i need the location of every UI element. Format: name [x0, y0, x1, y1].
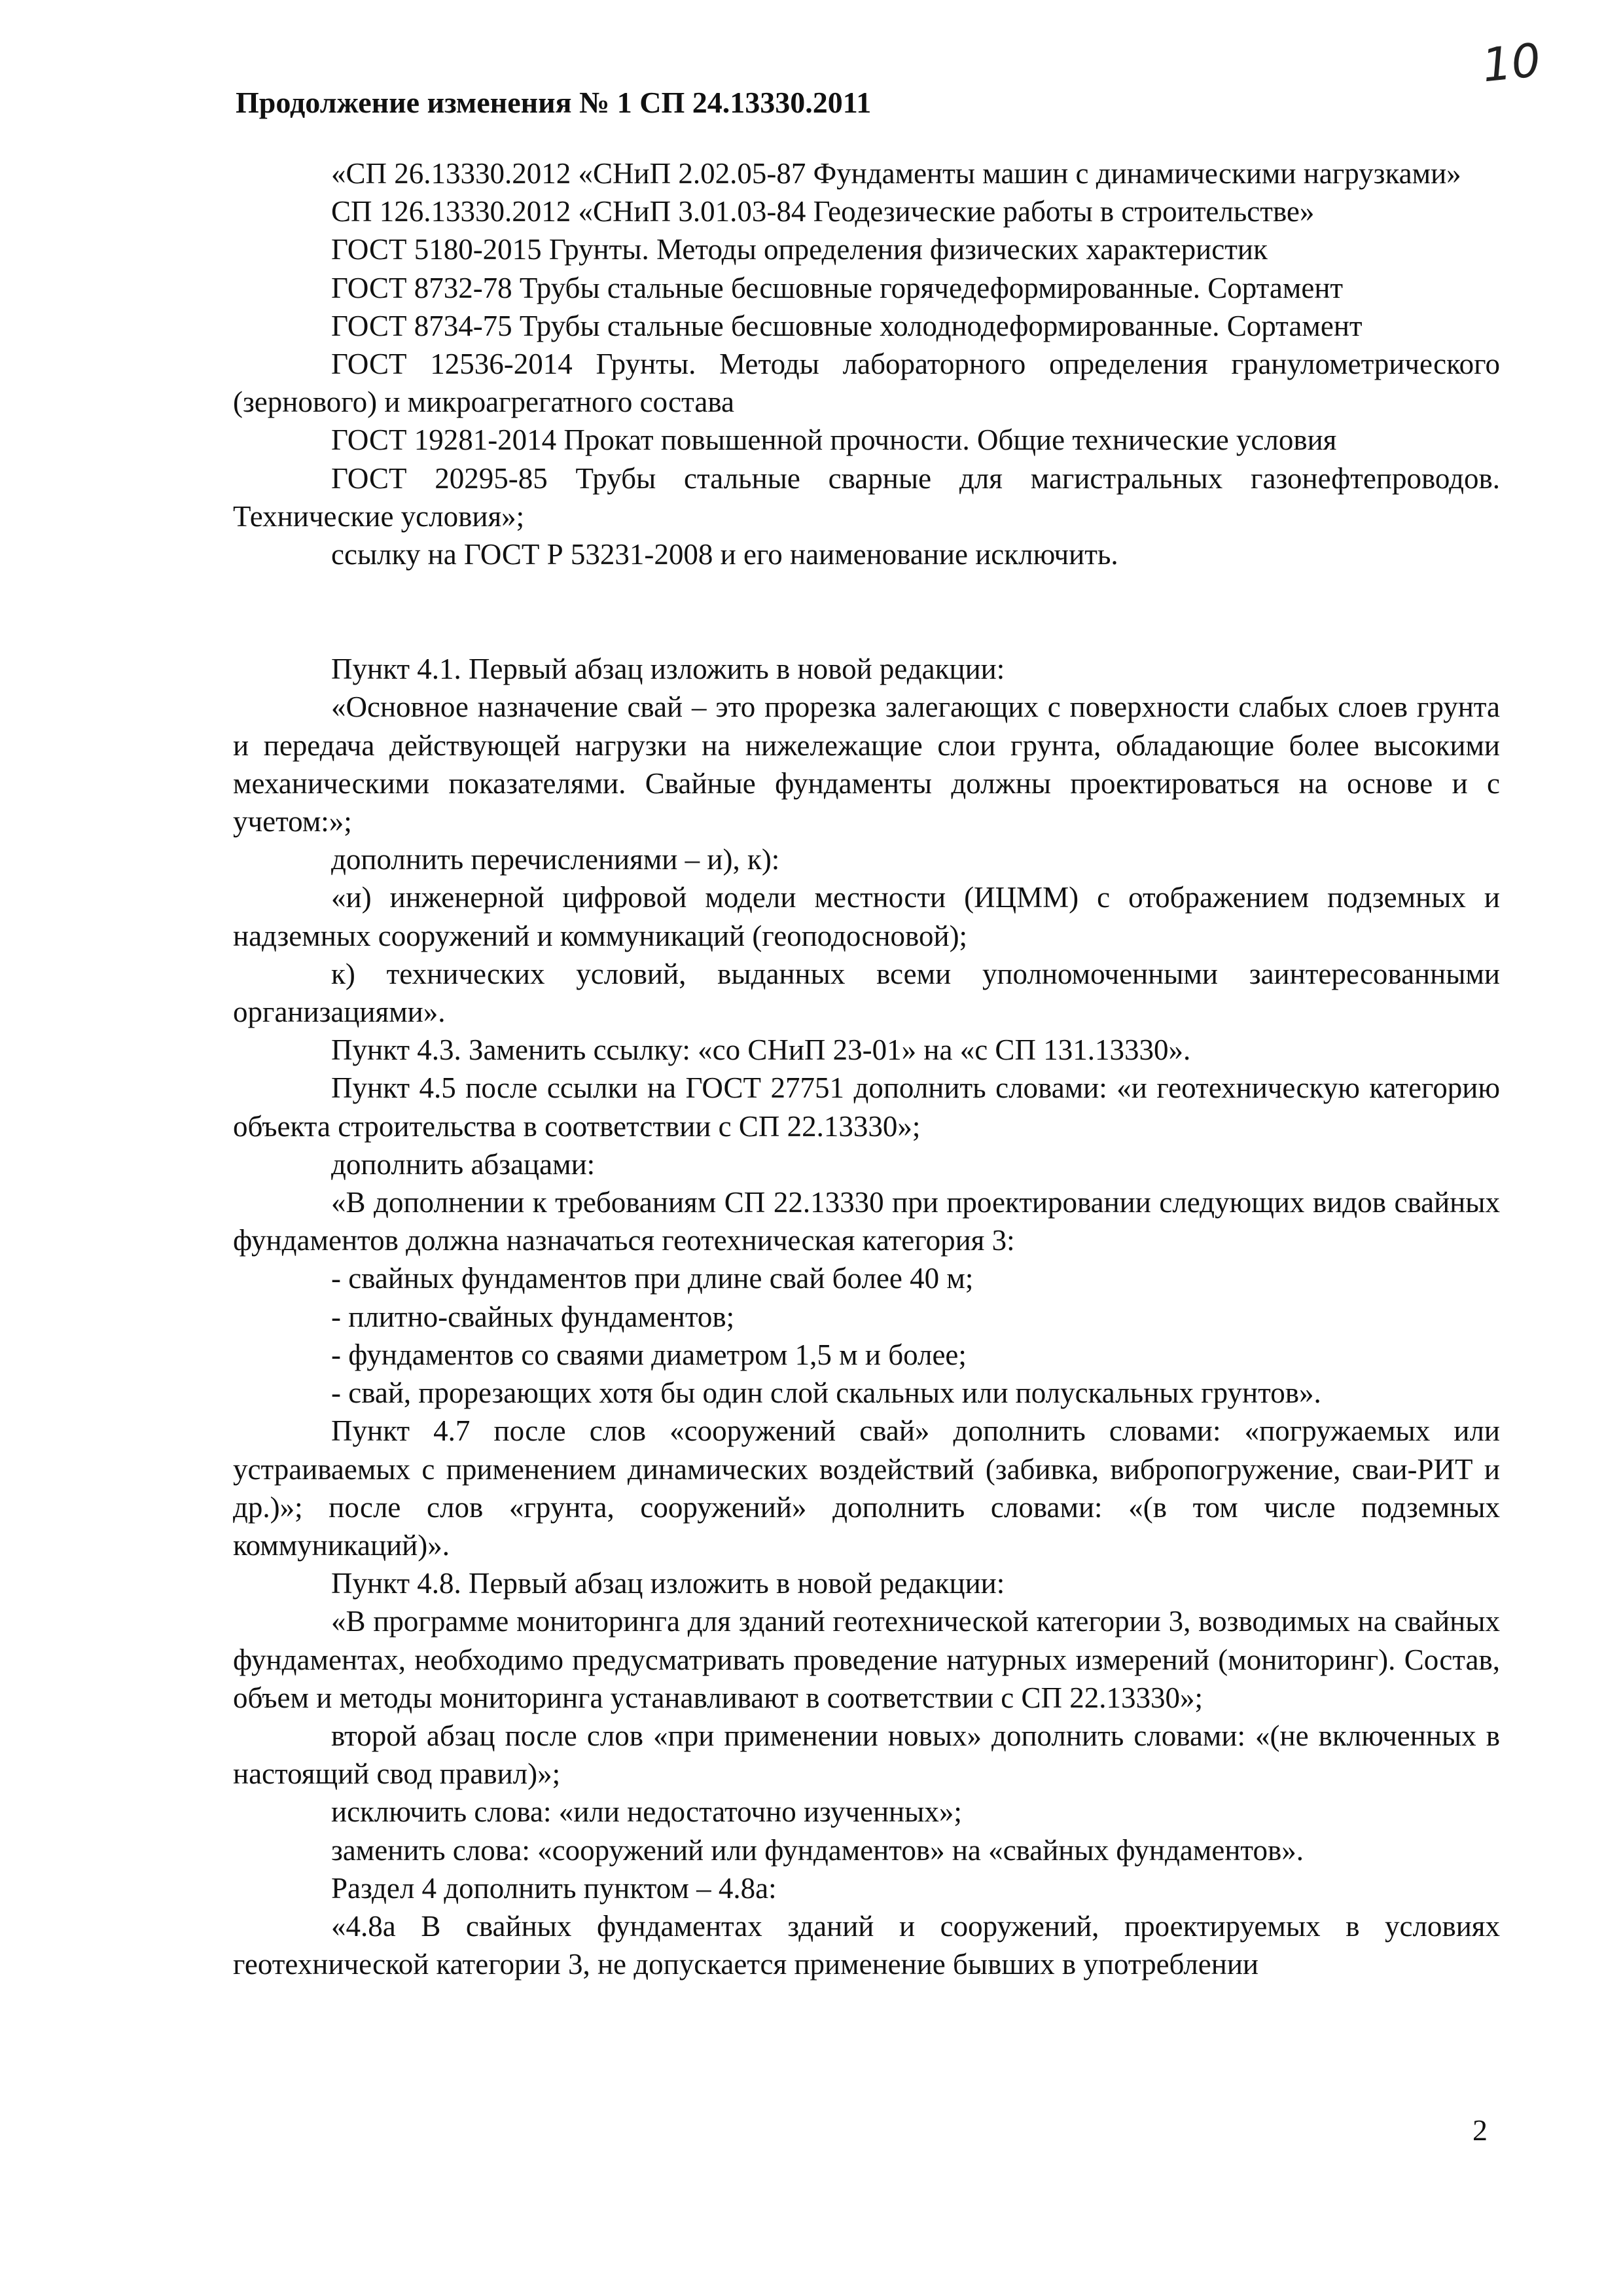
handwritten-page-number: 10	[1479, 33, 1544, 93]
paragraph: дополнить перечислениями – и), к):	[331, 843, 780, 876]
paragraph: к) технических условий, выданных всеми уполномоченными заинтересованными организациями».	[233, 957, 1500, 1029]
document-body	[233, 154, 1500, 1983]
list-item: - свайных фундаментов при длине свай более 40 м;	[331, 1262, 974, 1295]
paragraph: Пункт 4.8. Первый абзац изложить в новой редакции:	[331, 1567, 1005, 1600]
paragraph: ГОСТ 19281-2014 Прокат повышенной прочности. Общие технические условия	[331, 423, 1337, 457]
paragraph: «В дополнении к требованиям СП 22.13330 при проектировании следующих видов свайных фундаментов должна назначаться геотехническая категория 3:	[233, 1186, 1500, 1257]
paragraph: ссылку на ГОСТ Р 53231-2008 и его наименование исключить.	[331, 538, 1118, 571]
paragraph: «4.8а В свайных фундаментах зданий и сооружений, проектируемых в условиях геотехнической категории 3, не допускается применение бывших в употреблении	[233, 1909, 1500, 1981]
paragraph: Пункт 4.5 после ссылки на ГОСТ 27751 дополнить словами: «и геотехническую категорию объекта строительства в соответствии с СП 22.13330»;	[233, 1071, 1500, 1143]
paragraph: «В программе мониторинга для зданий геотехнической категории 3, возводимых на свайных фундаментах, необходимо предусматривать проведение натурных измерений (мониторинг). Состав, объем и методы мониторинга устанавливают в соответствии с СП 22.13330»;	[233, 1605, 1500, 1714]
paragraph: Пункт 4.3. Заменить ссылку: «со СНиП 23-01» на «с СП 131.13330».	[331, 1033, 1191, 1067]
paragraph: «СП 26.13330.2012 «СНиП 2.02.05-87 Фундаменты машин с динамическими нагрузками»	[331, 157, 1461, 190]
list-item: - фундаментов со сваями диаметром 1,5 м и более;	[331, 1338, 967, 1371]
paragraph: дополнить абзацами:	[331, 1147, 596, 1181]
list-item: - свай, прорезающих хотя бы один слой скальных или полускальных грунтов».	[331, 1376, 1321, 1410]
list-item: - плитно-свайных фундаментов;	[331, 1300, 735, 1333]
paragraph: ГОСТ 8732-78 Трубы стальные бесшовные горячедеформированные. Сортамент	[331, 271, 1344, 304]
paragraph: Пункт 4.7 после слов «сооружений свай» дополнить словами: «погружаемых или устраиваемых с применением динамических воздействий (забивка, вибропогружение, сваи-РИТ и др.)»; после слов «грунта, сооружений» дополнить словами: «(в том числе подземных коммуникаций)».	[233, 1414, 1500, 1562]
paragraph: СП 126.13330.2012 «СНиП 3.01.03-84 Геодезические работы в строительстве»	[331, 195, 1315, 228]
paragraph: ГОСТ 8734-75 Трубы стальные бесшовные холоднодеформированные. Сортамент	[331, 309, 1363, 342]
paragraph: «Основное назначение свай – это прорезка залегающих с поверхности слабых слоев грунта и передача действующей нагрузки на нижележащие слои грунта, обладающие более высокими механическими показателями. Свайные фундаменты должны проектироваться на основе и с учетом:»;	[233, 691, 1500, 838]
paragraph: Пункт 4.1. Первый абзац изложить в новой редакции:	[331, 653, 1005, 686]
page-header: Продолжение изменения № 1 СП 24.13330.2011	[236, 86, 872, 119]
page-number: 2	[1472, 2113, 1488, 2147]
paragraph: ГОСТ 20295-85 Трубы стальные сварные для магистральных газонефтепроводов. Технические условия»;	[233, 461, 1500, 533]
paragraph: Раздел 4 дополнить пунктом – 4.8а:	[331, 1871, 777, 1905]
paragraph: заменить слова: «сооружений или фундаментов» на «свайных фундаментов».	[331, 1833, 1304, 1867]
paragraph: исключить слова: «или недостаточно изученных»;	[331, 1795, 962, 1829]
paragraph: второй абзац после слов «при применении новых» дополнить словами: «(не включенных в настоящий свод правил)»;	[233, 1719, 1500, 1791]
paragraph: ГОСТ 5180-2015 Грунты. Методы определения физических характеристик	[331, 233, 1268, 266]
paragraph: ГОСТ 12536-2014 Грунты. Методы лабораторного определения гранулометрического (зернового) и микроагрегатного состава	[233, 348, 1500, 419]
paragraph: «и) инженерной цифровой модели местности (ИЦММ) с отображением подземных и надземных сооружений и коммуникаций (геоподосновой);	[233, 881, 1500, 952]
